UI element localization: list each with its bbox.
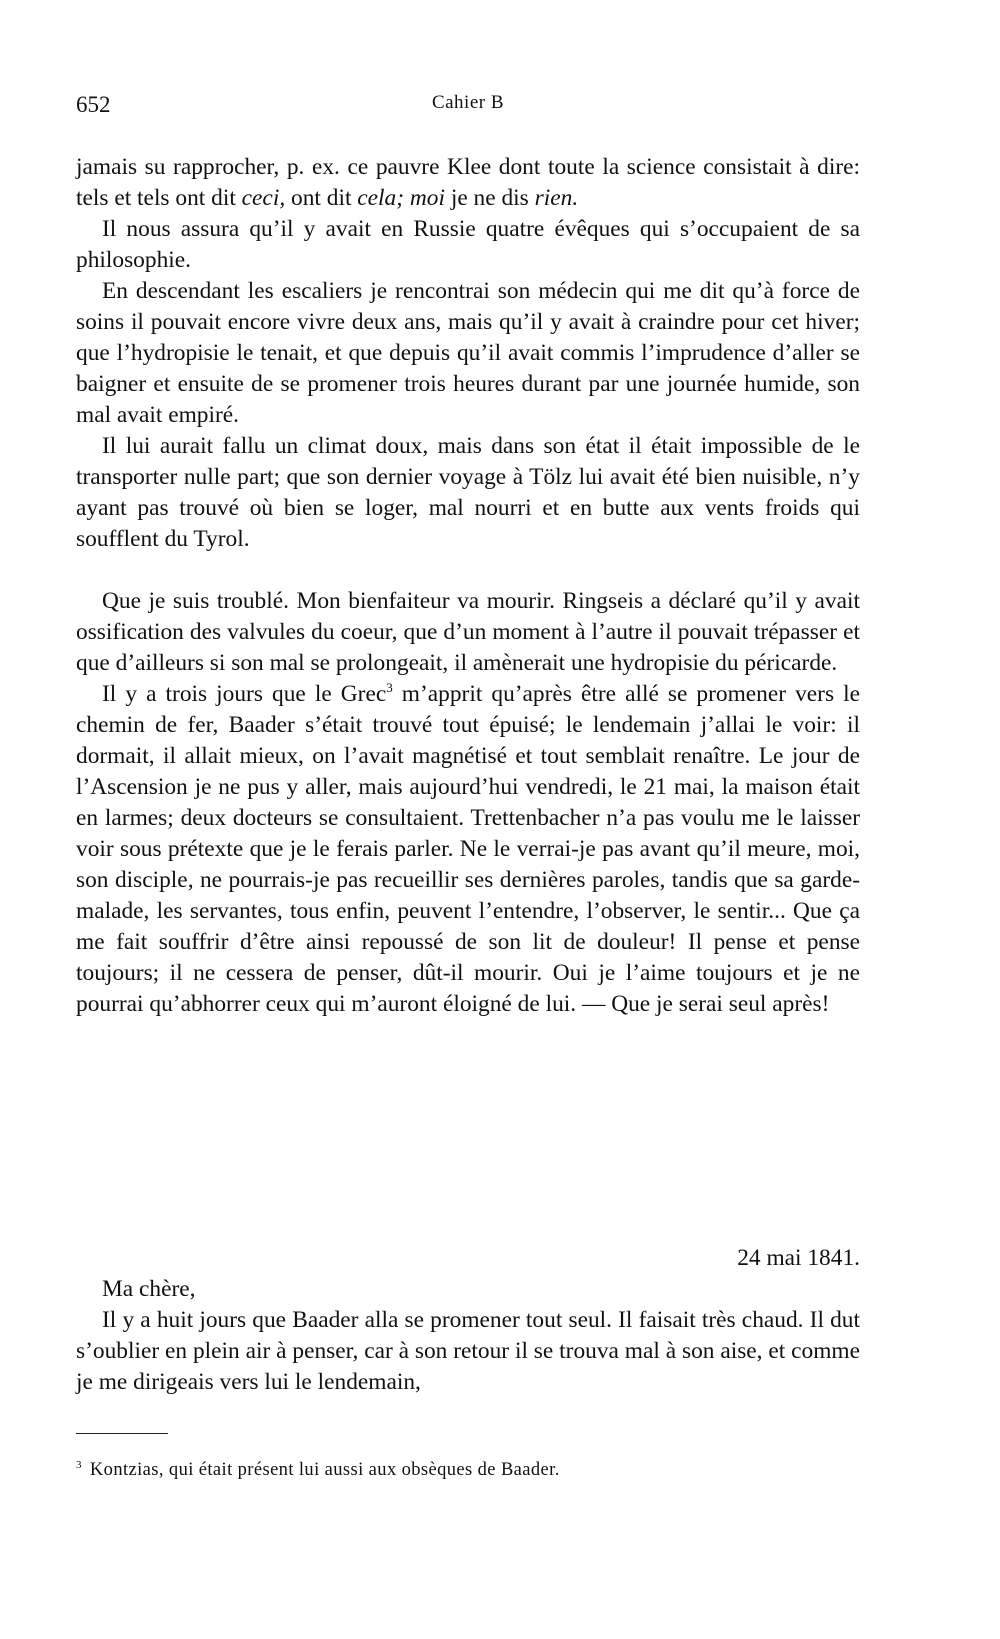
page-header bbox=[76, 92, 860, 126]
paragraph-text: ont dit bbox=[285, 185, 358, 211]
body-text bbox=[76, 152, 860, 1020]
paragraph-text: jamais su rapprocher, p. ex. ce pauvre Klee dont toute la science consistait à dire: tels et tels ont dit bbox=[76, 154, 860, 211]
paragraph-text: Il y a trois jours que le Grec bbox=[102, 681, 387, 707]
letter-salutation: Ma chère, bbox=[102, 1276, 196, 1302]
italic-word: cela; moi bbox=[357, 185, 445, 211]
paragraph: Il y a huit jours que Baader alla se promener tout seul. Il faisait très chaud. Il dut s’oublier en plein air à penser, car à son retour il se trouva mal à son aise, et comme je me dirigeais vers lui le lendemain, bbox=[76, 1307, 860, 1395]
letter-date: 24 mai 1841. bbox=[737, 1245, 860, 1271]
footnote-reference: 3 bbox=[386, 680, 393, 695]
paragraph bbox=[76, 679, 860, 1020]
book-page bbox=[76, 0, 860, 1639]
paragraph-text: m’apprit qu’après être allé se promener vers le chemin de fer, Baader s’était trouvé tout épuisé; le lendemain j’allai le voir: il dormait, il allait mieux, on l’avait magnétisé et tout semblait renaître. Le jour de l’Ascension je ne pus y aller, mais aujourd’hui vendredi, le 21 mai, la maison était en larmes; deux docteurs se consultaient. Trettenbacher n’a pas voulu me le laisser voir sous prétexte que je le ferais parler. Ne le verrai-je pas avant qu’il meure, moi, son disciple, ne pourrais-je pas recueillir ses dernières paroles, tandis que sa garde-malade, les servantes, tous enfin, peuvent l’entendre, l’observer, le sentir... Que ça me fait souffrir d’être ainsi repoussé de son lit de douleur! Il pense et pense toujours; il ne cessera de penser, dût-il mourir. Oui je l’aime toujours et je ne pourrai qu’abhorrer ceux qui m’auront éloigné de lui. — Que je serai seul après! bbox=[76, 681, 861, 1017]
footnote-mark: 3 bbox=[76, 1459, 82, 1471]
paragraph-text: je ne dis bbox=[444, 185, 535, 211]
paragraph-continued bbox=[76, 152, 860, 214]
italic-word: ceci, bbox=[241, 185, 286, 211]
paragraph: Que je suis troublé. Mon bienfaiteur va mourir. Ringseis a déclaré qu’il y avait ossification des valvules du coeur, que d’un moment à l’autre il pouvait trépasser et que d’ailleurs si son mal se prolongeait, il amènerait une hydropisie du péricarde. bbox=[76, 588, 860, 676]
letter-body bbox=[76, 1274, 860, 1398]
section-break bbox=[76, 555, 860, 586]
italic-word: rien. bbox=[534, 185, 579, 211]
footnote-text: Kontzias, qui était présent lui aussi aux obsèques de Baader. bbox=[89, 1460, 560, 1480]
paragraph: Il nous assura qu’il y avait en Russie quatre évêques qui s’occupaient de sa philosophie. bbox=[76, 216, 860, 273]
footnote-divider bbox=[76, 1433, 168, 1434]
running-head: Cahier B bbox=[431, 92, 505, 113]
paragraph: En descendant les escaliers je rencontrai son médecin qui me dit qu’à force de soins il pouvait encore vivre deux ans, mais qu’il y avait à craindre pour cet hiver; que l’hydropisie le tenait, et que depuis qu’il avait commis l’imprudence d’aller se baigner et ensuite de se promener trois heures durant par une journée humide, son mal avait empiré. bbox=[76, 278, 860, 428]
footnote bbox=[76, 1452, 860, 1483]
paragraph: Il lui aurait fallu un climat doux, mais dans son état il était impossible de le transporter nulle part; que son dernier voyage à Tölz lui avait été bien nuisible, n’y ayant pas trouvé où bien se loger, mal nourri et en butte aux vents froids qui soufflent du Tyrol. bbox=[76, 433, 860, 552]
page-number: 652 bbox=[76, 92, 111, 117]
